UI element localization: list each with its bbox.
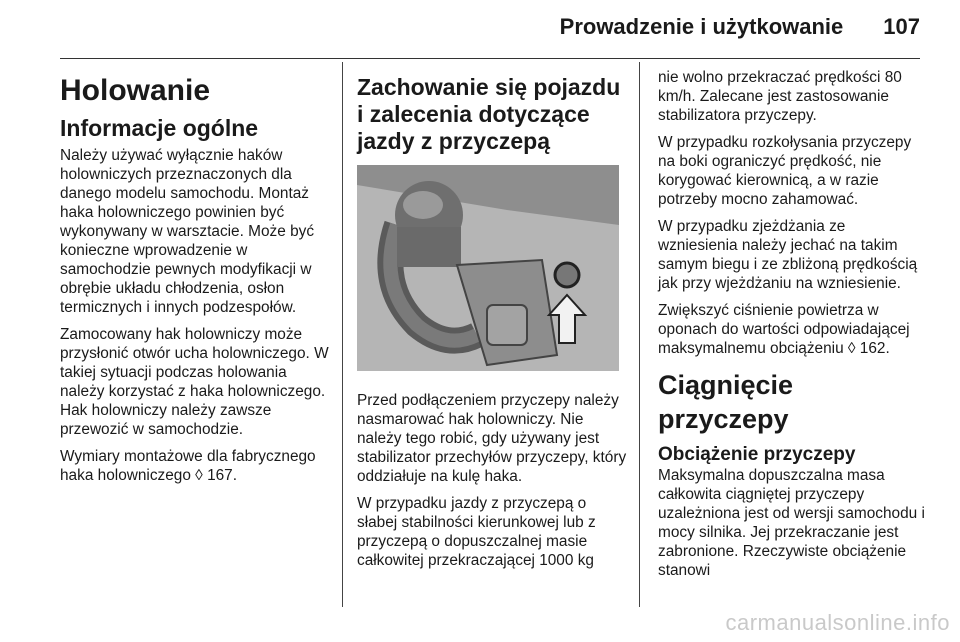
paragraph: Zwiększyć ciśnienie powietrza w oponach do wartości odpowiadającej maksymalnemu obciążeniu ◊ 162. bbox=[658, 302, 910, 357]
subsection-title: Informacje ogólne bbox=[60, 115, 259, 141]
section-title: Ciągnięcie przyczepy bbox=[658, 370, 794, 434]
column-middle bbox=[357, 68, 627, 578]
paragraph: Wymiary montażowe dla fabrycznego haka holowniczego ◊ 167. bbox=[60, 448, 316, 484]
paragraph: W przypadku zjeżdżania ze wzniesienia należy jechać na takim samym biegu i ze zbliżoną prędkością jak przy wjeżdżaniu na wzniesienie. bbox=[658, 218, 918, 292]
paragraph: Przed podłączeniem przyczepy należy nasmarować hak holowniczy. Nie należy tego robić, gdy używany jest stabilizator przechyłów przyczepy, który oddziałuje na kulę haka. bbox=[357, 392, 627, 485]
page-number: 107 bbox=[883, 14, 920, 39]
section-title: Zachowanie się pojazdu i zalecenia dotyczące jazdy z przyczepą bbox=[357, 74, 621, 154]
column-divider bbox=[342, 62, 343, 607]
header-title: Prowadzenie i użytkowanie bbox=[559, 14, 844, 39]
watermark: carmanualsonline.info bbox=[725, 610, 950, 635]
paragraph: W przypadku jazdy z przyczepą o słabej stabilności kierunkowej lub z przyczepą o dopuszczalnej masie całkowitej przekraczającej 1000 kg bbox=[357, 495, 596, 569]
page-header bbox=[0, 14, 920, 40]
paragraph: nie wolno przekraczać prędkości 80 km/h. Zalecane jest zastosowanie stabilizatora przyczepy. bbox=[658, 69, 902, 124]
paragraph: Maksymalna dopuszczalna masa całkowita ciągniętej przyczepy uzależniona jest od wersji samochodu i mocy silnika. Jej przekraczanie jest zabronione. Rzeczywiste obciążenie stanowi bbox=[658, 467, 925, 579]
section-title: Holowanie bbox=[60, 74, 211, 107]
header-rule bbox=[60, 58, 920, 59]
tow-hook-illustration bbox=[357, 165, 619, 371]
subsection-title: Obciążenie przyczepy bbox=[658, 444, 856, 465]
paragraph: W przypadku rozkołysania przyczepy na boki ograniczyć prędkość, nie korygować kierownicą, a w razie potrzeby mocno zahamować. bbox=[658, 134, 912, 208]
column-right bbox=[658, 68, 928, 588]
paragraph: Należy używać wyłącznie haków holowniczych przeznaczonych dla danego modelu samochodu. Montaż haka holowniczego powinien być wykonywany w warsztacie. Może być konieczne wprowadzenie w samochodzie pewnych modyfikacji w obrębie układu chłodzenia, osłon termicznych i innych podzespołów. bbox=[60, 147, 315, 316]
column-divider bbox=[639, 62, 640, 607]
column-left bbox=[60, 68, 332, 493]
tow-hook-image bbox=[357, 165, 619, 371]
paragraph: Zamocowany hak holowniczy może przysłonić otwór ucha holowniczego. W takiej sytuacji podczas holowania należy korzystać z haka holowniczego. Hak holowniczy należy zawsze przewozić w samochodzie. bbox=[60, 326, 329, 438]
